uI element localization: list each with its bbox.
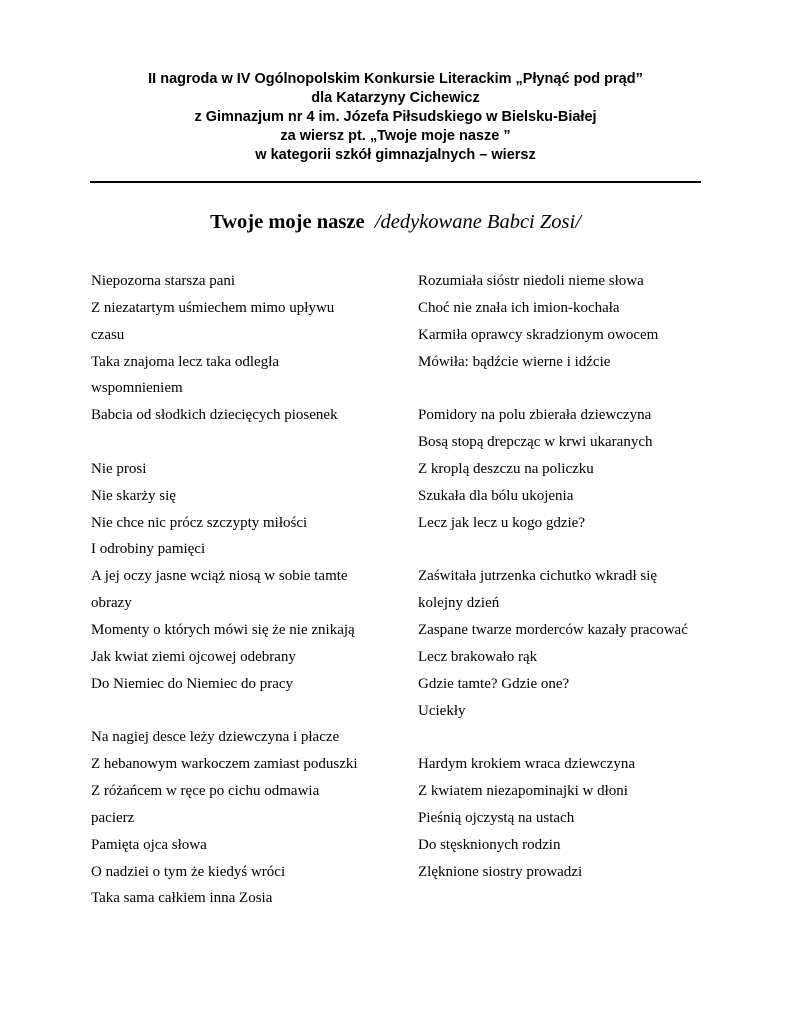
poem-line: Hardym krokiem wraca dziewczyna: [418, 756, 635, 773]
poem-line: Lecz jak lecz u kogo gdzie?: [418, 514, 585, 531]
poem-left-column: [91, 268, 391, 912]
header-line: za wiersz pt. „Twoje moje nasze ”: [280, 128, 511, 144]
poem-line: kolejny dzień: [418, 595, 500, 612]
poem-line: Na nagiej desce leży dziewczyna i płacze: [91, 729, 340, 746]
poem-line: pacierz: [91, 809, 135, 826]
poem-line: Karmiła oprawcy skradzionym owocem: [418, 326, 659, 343]
award-header: [90, 70, 701, 165]
poem-line: Nie chce nic prócz szczypty miłości: [91, 514, 308, 531]
poem-line: [91, 429, 391, 456]
poem-line: Uciekły: [418, 702, 466, 719]
poem-line: Nie skarży się: [91, 487, 176, 504]
poem-title-text: Twoje moje nasze: [210, 211, 365, 233]
poem-line: Z hebanowym warkoczem zamiast poduszki: [91, 756, 358, 773]
poem-line: Z różańcem w ręce po cichu odmawia: [91, 783, 320, 800]
poem-line: czasu: [91, 326, 125, 343]
header-line: II nagroda w IV Ogólnopolskim Konkursie Literackim „Płynąć pod prąd”: [148, 71, 643, 87]
poem-line: Mówiła: bądźcie wierne i idźcie: [418, 353, 611, 370]
poem-line: Zaspane twarze morderców kazały pracować: [418, 621, 688, 638]
header-line: dla Katarzyny Cichewicz: [311, 90, 480, 106]
poem-line: Momenty o których mówi się że nie znikają: [91, 621, 355, 638]
poem-line: [418, 536, 718, 563]
poem-line: Taka znajoma lecz taka odległa: [91, 353, 280, 370]
poem-line: Pomidory na polu zbierała dziewczyna: [418, 407, 652, 424]
poem-line: Szukała dla bólu ukojenia: [418, 487, 574, 504]
poem-line: Do Niemiec do Niemiec do pracy: [91, 675, 294, 692]
poem-line: Zlęknione siostry prowadzi: [418, 863, 583, 880]
poem-line: Lecz brakowało rąk: [418, 648, 538, 665]
poem-line: [91, 698, 391, 725]
header-divider: [90, 181, 701, 183]
poem-line: Taka sama całkiem inna Zosia: [91, 890, 273, 907]
poem-line: [418, 375, 718, 402]
poem-line: wspomnieniem: [91, 380, 183, 397]
poem-line: Niepozorna starsza pani: [91, 273, 236, 289]
poem-line: Z niezatartym uśmiechem mimo upływu: [91, 299, 335, 316]
poem-line: I odrobiny pamięci: [91, 541, 206, 558]
poem-line: [418, 724, 718, 751]
poem-line: Gdzie tamte? Gdzie one?: [418, 675, 570, 692]
header-line: z Gimnazjum nr 4 im. Józefa Piłsudskiego w Bielsku-Białej: [194, 109, 597, 125]
poem-line: Zaświtała jutrzenka cichutko wkradł się: [418, 568, 658, 585]
poem-dedication: /dedykowane Babci Zosi/: [374, 211, 581, 233]
poem-line: Bosą stopą drepcząc w krwi ukaranych: [418, 434, 653, 451]
poem-line: Nie prosi: [91, 460, 147, 477]
poem-line: Babcia od słodkich dziecięcych piosenek: [91, 407, 338, 424]
poem-right-column: [418, 268, 718, 885]
poem-title: [90, 208, 701, 236]
header-line: w kategorii szkół gimnazjalnych – wiersz: [255, 147, 536, 163]
poem-line: Pieśnią ojczystą na ustach: [418, 809, 575, 826]
poem-line: Choć nie znała ich imion-kochała: [418, 299, 620, 316]
poem-line: Z kroplą deszczu na policzku: [418, 460, 594, 477]
poem-line: A jej oczy jasne wciąż niosą w sobie tamte: [91, 568, 348, 585]
poem-line: Z kwiatem niezapominajki w dłoni: [418, 783, 628, 800]
poem-line: Rozumiała sióstr niedoli nieme słowa: [418, 273, 644, 289]
poem-line: Pamięta ojca słowa: [91, 836, 207, 853]
poem-line: Jak kwiat ziemi ojcowej odebrany: [91, 648, 296, 665]
poem-line: obrazy: [91, 595, 132, 612]
poem-line: O nadziei o tym że kiedyś wróci: [91, 863, 286, 880]
poem-line: Do stęsknionych rodzin: [418, 836, 561, 853]
